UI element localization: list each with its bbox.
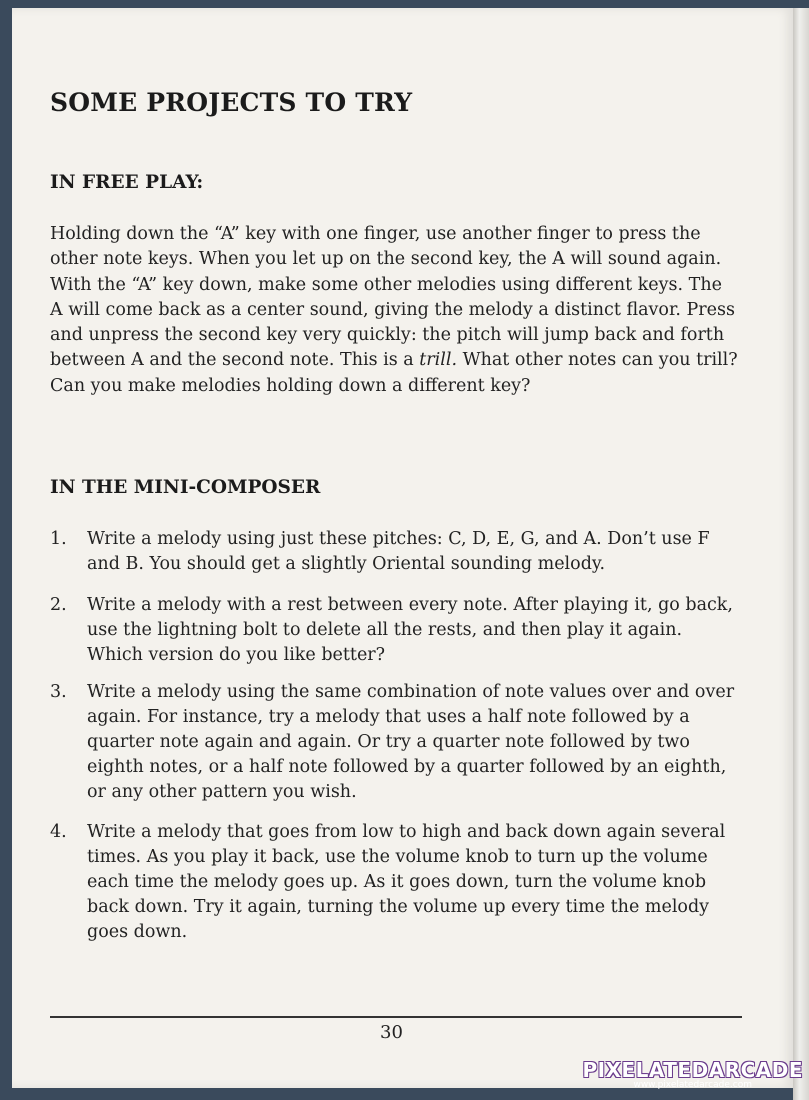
page-number: 30 [380,1022,403,1043]
project-item-1 [50,527,740,577]
free-play-heading: IN FREE PLAY: [50,172,204,193]
item-text: Write a melody that goes from low to high and back down again several times. As you play it back, use the volume knob to turn up the volume each time the melody goes up. As it goes down, turn the volume knob back down. Try it again, turning the volume up every time the melody goes down. [87,822,726,942]
trill-term: trill. [419,350,458,371]
project-item-4 [50,820,740,945]
watermark [582,1058,803,1090]
book-spine [793,8,809,1100]
free-play-paragraph [50,222,740,399]
item-text: Write a melody using the same combination of note values over and over again. For instance, try a melody that uses a half note followed by a quarter note again and again. Or try a quarter note followed by two eighth notes, or a half note followed by a quarter followed by an eighth, or any other pattern you wish. [87,682,735,802]
item-number: 3. [50,682,67,702]
footer-rule [50,1016,742,1018]
item-text: Write a melody using just these pitches: C, D, E, G, and A. Don’t use F and B. You should get a slightly Oriental sounding melody. [87,529,710,574]
item-number: 4. [50,822,67,842]
item-number: 1. [50,529,67,549]
project-item-3 [50,680,740,805]
free-play-text-1: Holding down the “A” key with one finger, use another finger to press the other note keys. When you let up on the second key, the A will sound again. With the “A” key down, make some other melodies using different keys. The A will come back as a center sound, giving the melody a distinct flavor. Press and unpress the second key very quickly: the pitch will jump back and forth between A and the second note. This is a [50,224,735,371]
watermark-logo: PIXELATEDARCADE [582,1058,803,1082]
item-number: 2. [50,595,67,615]
mini-composer-heading: IN THE MINI-COMPOSER [50,477,321,498]
item-text: Write a melody with a rest between every note. After playing it, go back, use the lightning bolt to delete all the rests, and then play it again. Which version do you like better? [87,595,733,665]
project-item-2 [50,593,740,668]
page-title: SOME PROJECTS TO TRY [50,88,413,117]
watermark-url: www.pixelatedarcade.com [633,1080,752,1090]
free-play-text-2: What other notes can you trill? Can you make melodies holding down a different key? [50,350,738,396]
